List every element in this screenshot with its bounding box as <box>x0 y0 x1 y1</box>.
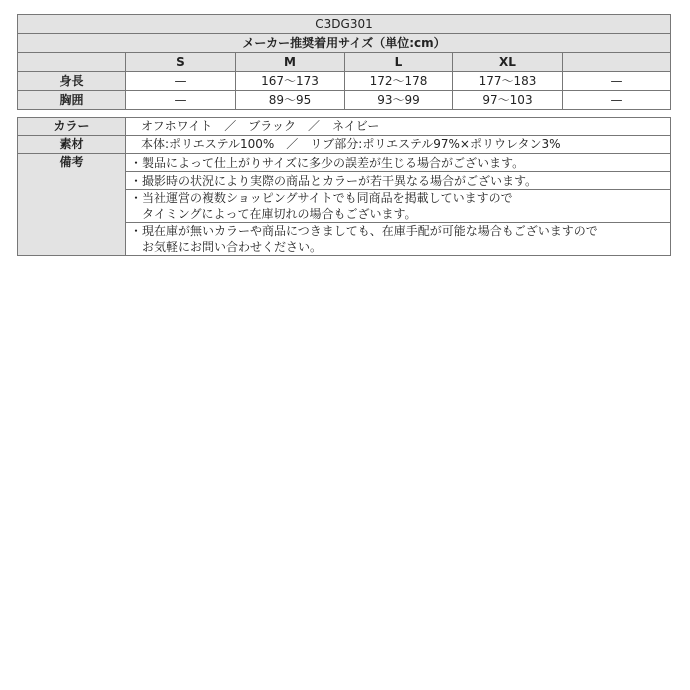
chest-l: 93〜99 <box>345 91 453 110</box>
note-text: ・製品によって仕上がりサイズに多少の誤差が生じる場合がございます。 <box>130 155 525 170</box>
note-item <box>126 154 671 172</box>
size-header-m: M <box>236 53 345 72</box>
chest-row <box>18 91 671 110</box>
color-row <box>18 118 671 136</box>
material-label: 素材 <box>18 136 126 154</box>
note-text: ・当社運営の複数ショッピングサイトでも同商品を掲載していますので <box>130 191 513 205</box>
size-header-corner <box>18 53 126 72</box>
height-extra: — <box>563 72 671 91</box>
chest-extra: — <box>563 91 671 110</box>
color-value: オフホワイト ／ ブラック ／ ネイビー <box>126 118 671 136</box>
notes-row <box>18 154 671 172</box>
material-row <box>18 136 671 154</box>
height-label: 身長 <box>18 72 126 91</box>
chest-xl: 97〜103 <box>453 91 563 110</box>
height-m: 167〜173 <box>236 72 345 91</box>
note-text: お気軽にお問い合わせください。 <box>130 240 323 254</box>
size-header-l: L <box>345 53 453 72</box>
size-header-extra <box>563 53 671 72</box>
note-text: ・撮影時の状況により実際の商品とカラーが若干異なる場合がございます。 <box>130 173 538 188</box>
product-info-table <box>17 117 671 256</box>
note-text: ・現在庫が無いカラーや商品につきましても、在庫手配が可能な場合もございますので <box>130 224 598 238</box>
note-item <box>126 172 671 190</box>
note-text: タイミングによって在庫切れの場合もございます。 <box>130 207 417 221</box>
size-caption-row <box>18 34 671 53</box>
size-header-row <box>18 53 671 72</box>
note-item <box>126 223 671 256</box>
chest-label: 胸囲 <box>18 91 126 110</box>
size-caption: メーカー推奨着用サイズ（単位:cm） <box>18 34 671 53</box>
height-row <box>18 72 671 91</box>
height-s: — <box>126 72 236 91</box>
notes-label: 備考 <box>18 154 126 256</box>
height-xl: 177〜183 <box>453 72 563 91</box>
product-code-row <box>18 15 671 34</box>
material-value: 本体:ポリエステル100% ／ リブ部分:ポリエステル97%×ポリウレタン3% <box>126 136 671 154</box>
product-code: C3DG301 <box>18 15 671 34</box>
note-item <box>126 190 671 223</box>
size-header-s: S <box>126 53 236 72</box>
size-header-xl: XL <box>453 53 563 72</box>
height-l: 172〜178 <box>345 72 453 91</box>
color-label: カラー <box>18 118 126 136</box>
chest-s: — <box>126 91 236 110</box>
chest-m: 89〜95 <box>236 91 345 110</box>
size-table <box>17 14 671 110</box>
